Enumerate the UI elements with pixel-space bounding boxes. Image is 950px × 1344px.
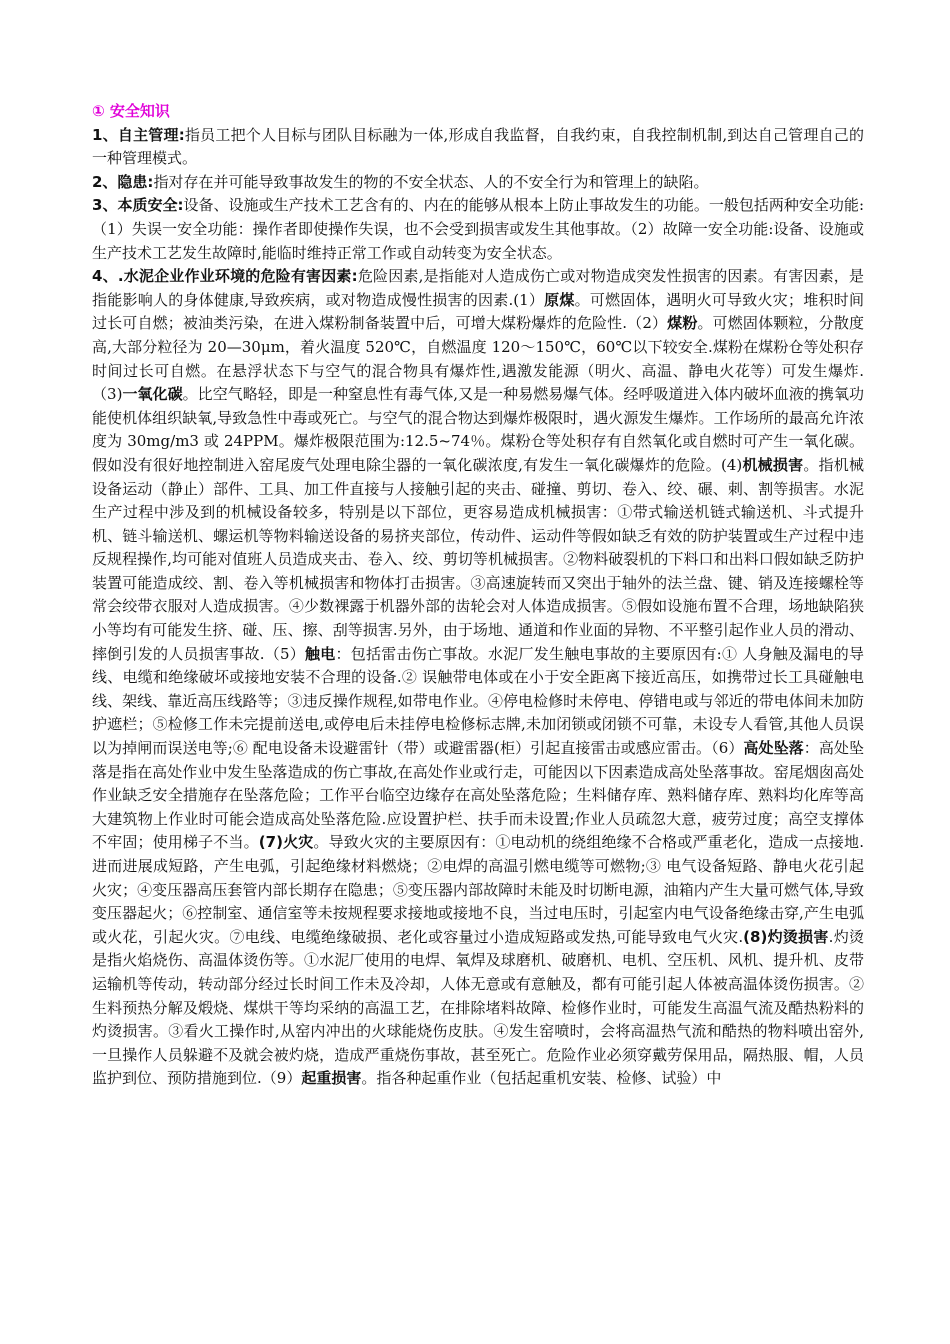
item-self-management — [92, 124, 864, 171]
item-text: 指对存在并可能导致事故发生的物的不安全状态、人的不安全行为和管理上的缺陷。 — [153, 172, 709, 191]
hazard-term: 原煤 — [544, 290, 575, 309]
section-heading: ① 安全知识 — [92, 102, 170, 120]
item-text: .灼烫是指火焰烧伤、高温体烫伤等。①水泥厂使用的电焊、氧焊及球磨机、破磨机、电机、空压机、风机、提升机、皮带运输机等传动，转动部分经过长时间工作未及冷却，人体无意或有意触及，都有可能引起人体被高温体烫伤损害。②生料预热分解及煅烧、煤烘干等均采纳的高温工艺，在排除堵料故障、检修作业时，可能发生高温气流及酷热粉料的灼烫损害。③看火工操作时,从窑内冲出的火球能烧伤皮肤。④发生窑喷时，会将高温热气流和酷热的物料喷出窑外,一旦操作人员躲避不及就会被灼烧，造成严重烧伤事故，甚至死亡。危险作业必须穿戴劳保用品，隔热服、帽，人员监护到位、预防措施到位.（9） — [92, 927, 864, 1088]
item-label: 2、隐患: — [92, 172, 154, 191]
item-text: 设备、设施或生产技术工艺含有的、内在的能够从根本上防止事故发生的功能。一般包括两种安全功能:（1）失误一安全功能：操作者即使操作失误，也不会受到损害或发生其他事故。（2）故障一安全功能:设备、设施或生产技术工艺发生故障时,能临时维持正常工作或自动转变为安全状态。 — [92, 196, 865, 262]
item-text: 。指各种起重作业（包括起重机安装、检修、试验）中 — [361, 1069, 722, 1088]
hazard-term: 触电 — [305, 644, 336, 663]
hazard-term: 起重损害 — [301, 1069, 362, 1088]
item-text: 。可燃固体，遇明火可导致火灾；堆积时间过长可自燃；被油类污染，在进入煤粉制备装置中后，可增大煤粉爆炸的危险性.（2） — [92, 290, 864, 333]
item-text: 。可燃固体颗粒，分散度高,大部分粒径为 20—30μm，着火温度 520℃，自燃温度 120～150℃，60℃以下较安全.煤粉在煤粉仓等处积存时间过长可自燃。在悬浮状态下与空气的混合物具有爆炸性,遇激发能源（明火、高温、静电火花等）可发生爆炸.（3) — [92, 314, 864, 404]
item-text: 。导致火灾的主要原因有：①电动机的绕组绝缘不合格或严重老化，造成一点接地.进而进展成短路，产生电弧，引起绝缘材料燃烧；②电焊的高温引燃电缆等可燃物;③ 电气设备短路、静电火花引起火灾；④变压器高压套管内部长期存在隐患；⑤变压器内部故障时未能及时切断电源，油箱内产生大量可燃气体,导致变压器起火；⑥控制室、通信室等未按规程要求接地或接地不良，当过电压时，引起室内电气设备绝缘击穿,产生电弧或火花，引起火灾。⑦电线、电缆绝缘破损、老化或容量过小造成短路或发热,可能导致电气火灾. — [92, 833, 864, 946]
item-text: ：包括雷击伤亡事故。水泥厂发生触电事故的主要原因有:① 人身触及漏电的导线、电缆和绝缘破坏或接地安装不合理的设备.② 误触带电体或在小于安全距离下接近高压，如携带过长工具碰触电线、架线、靠近高压线路等；③违反操作规程,如带电作业。④停电检修时未停电、停错电或与邻近的带电体间未加防护遮栏；⑤检修工作未完提前送电,或停电后未挂停电检修标志牌,未加闭锁或闭锁不可靠，未设专人看管,其他人员误以为掉闸而误送电等;⑥ 配电设备未设避雷针（带）或避雷器(柜）引起直接雷击或感应雷击。（6） — [92, 644, 864, 758]
item-hidden-danger — [92, 171, 864, 195]
item-text: 危险因素,是指能对人造成伤亡或对物造成突发性损害的因素。有害因素，是指能影响人的身体健康,导致疾病，或对物造成慢性损害的因素.(1） — [92, 267, 864, 309]
item-hazard-factors — [92, 265, 864, 1091]
hazard-term: (8)灼烫损害 — [743, 927, 829, 946]
item-text: 指员工把个人目标与团队目标融为一体,形成自我监督，自我约束，自我控制机制,到达自己管理自己的一种管理模式。 — [92, 125, 865, 168]
hazard-term: 机械损害 — [742, 455, 804, 474]
item-text: 。指机械设备运动（静止）部件、工具、加工件直接与人接触引起的夹击、碰撞、剪切、卷入、绞、碾、刺、割等损害。水泥生产过程中涉及到的机械设备较多，特别是以下部位，更容易造成机械损害：①带式输送机链式输送机、斗式提升机、链斗输送机、螺运机等物料输送设备的易挤夹部位，传动件、运动件等假如缺乏有效的防护装置或生产过程中违反规程操作,均可能对值班人员造成夹击、卷入、绞、剪切等机械损害。②物料破裂机的下料口和出料口假如缺乏防护装置可能造成绞、割、卷入等机械损害和物体打击损害。③高速旋转而又突出于轴外的法兰盘、键、销及连接螺栓等常会绞带衣服对人造成损害。④少数裸露于机器外部的齿轮会对人体造成损害。⑤假如设施布置不合理，场地缺陷狭小等均有可能发生挤、碰、压、擦、刮等损害.另外，由于场地、通道和作业面的异物、不平整引起作业人员的滑动、摔倒引发的人员损害事故.（5） — [92, 455, 864, 663]
hazard-term: (7)火灾 — [258, 833, 314, 852]
item-label: 3、本质安全: — [92, 196, 184, 215]
hazard-term: 煤粉 — [667, 314, 698, 333]
item-text: ：高处坠落是指在高处作业中发生坠落造成的伤亡事故,在高处作业或行走，可能因以下因素造成高处坠落事故。窑尾烟囱高处作业缺乏安全措施存在坠落危险；工作平台临空边缘存在高处坠落危险；生料储存库、熟料储存库、熟料均化库等高大建筑物上作业时可能会造成高处坠落危险.应设置护栏、扶手而未设置;作业人员疏忽大意，疲劳过度；高空支撑体不牢固；使用梯子不当。 — [92, 739, 864, 852]
hazard-term: 高处坠落 — [743, 739, 804, 758]
document-page — [92, 100, 864, 1091]
item-intrinsic-safety — [92, 194, 864, 265]
item-label: 1、自主管理: — [92, 125, 185, 144]
hazard-term: 一氧化碳 — [122, 385, 183, 404]
item-label: 4、.水泥企业作业环境的危险有害因素: — [92, 267, 358, 286]
item-text: 。比空气略轻，即是一种窒息性有毒气体,又是一种易燃易爆气体。经呼吸道进入体内破坏血液的携氧功能使机体组织缺氧,导致急性中毒或死亡。与空气的混合物达到爆炸极限时，遇火源发生爆炸。工作场所的最高允许浓度为 30mg/m3 或 24PPM。爆炸极限范围为:12.5~74％。煤粉仓等处积存有自然氧化或自燃时可产生一氧化碳。假如没有很好地控制进入窑尾废气处理电除尘器的一氧化碳浓度,有发生一氧化碳爆炸的危险。(4) — [92, 385, 864, 474]
